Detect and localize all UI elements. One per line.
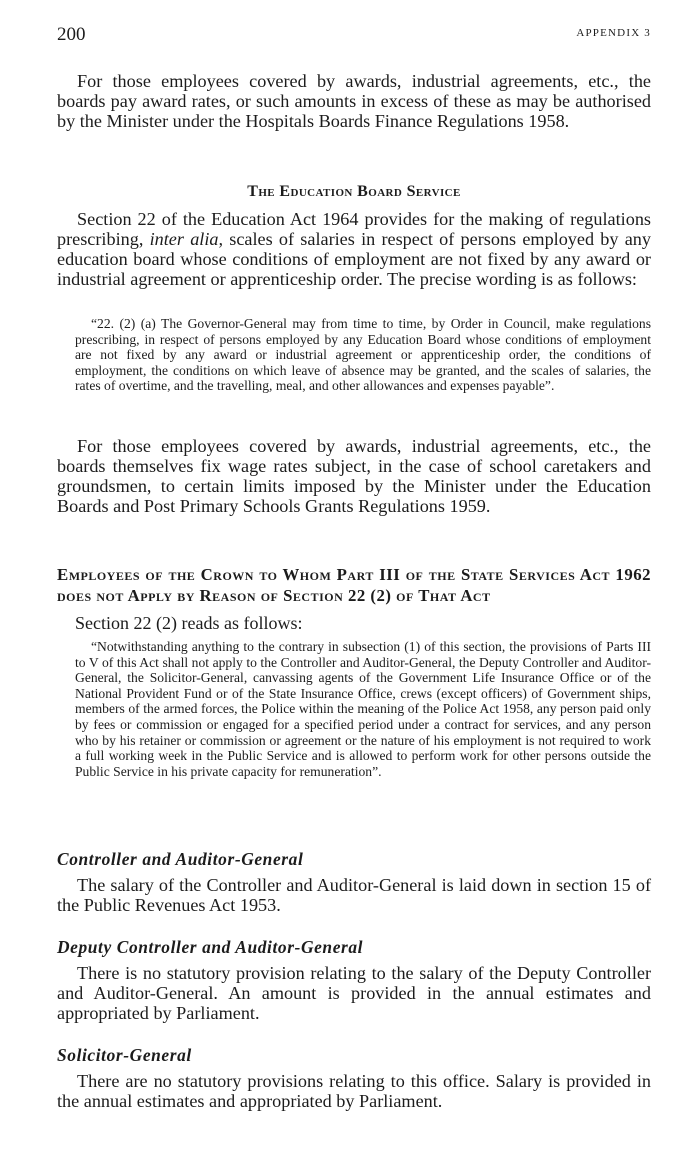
- section-22-lead-in: Section 22 (2) reads as follows:: [75, 613, 303, 633]
- running-head: [57, 20, 651, 50]
- solicitor-general-heading: Solicitor-General: [57, 1045, 192, 1065]
- deputy-controller-heading: Deputy Controller and Auditor-General: [57, 937, 364, 957]
- education-intro-italic: inter alia,: [149, 229, 224, 249]
- state-services-act-quote: “Notwithstanding anything to the contrary in subsection (1) of this section, the provisions of Parts III to V of this Act shall not apply to the Controller and Auditor-General, the Deputy Controller and Auditor-General, the Solicitor-General, canvassing agents of the Government Life Insurance Office or of the National Provident Fund or of the State Insurance Office, crews (except officers) of Government ships, members of the armed forces, the Police within the meaning of the Police Act 1958, any person paid only by fees or commission or engaged for a specified period under a contract for services, and any person who by his retainer or commission or agreement or the nature of his employment is not required to work a full working week in the Public Service and is allowed to perform work for other persons outside the Public Service in his private capacity for remuneration”.: [75, 639, 651, 779]
- deputy-controller-paragraph: There is no statutory provision relating to the salary of the Deputy Controller and Auditor-General. An amount is provided in the annual estimates and appropriated by Parliament.: [57, 963, 651, 1023]
- controller-heading: Controller and Auditor-General: [57, 849, 304, 869]
- education-intro-text-1: Section 22 of the Education Act 1964 provides for the making of regulations prescribing,: [57, 209, 651, 249]
- education-intro-text-2: scales of salaries in respect of persons employed by any education board whose conditions of employment are not fixed by any award or industrial agreement or apprenticeship order. The precise wording is as follows:: [57, 229, 651, 289]
- education-act-intro: [57, 209, 651, 289]
- solicitor-general-paragraph: There are no statutory provisions relating to this office. Salary is provided in the annual estimates and appropriated by Parliament.: [57, 1071, 651, 1111]
- controller-paragraph: The salary of the Controller and Auditor-General is laid down in section 15 of the Public Revenues Act 1953.: [57, 875, 651, 915]
- education-act-quote: “22. (2) (a) The Governor-General may from time to time, by Order in Council, make regulations prescribing, in respect of persons employed by any Education Board whose conditions of employment are not fixed by any award or industrial agreement or apprenticeship order, the conditions of employment, the conditions on which leave of absence may be granted, and the scales of salaries, the rates of overtime, and the travelling, meal, and other allowances and expenses payable”.: [75, 316, 651, 394]
- page-number: 200: [57, 24, 86, 45]
- crown-employees-heading: Employees of the Crown to Whom Part III of the State Services Act 1962 does not Apply by Reason of Section 22 (2) of That Act: [57, 565, 651, 605]
- hospital-boards-paragraph: For those employees covered by awards, industrial agreements, etc., the boards pay award rates, or such amounts in excess of these as may be authorised by the Minister under the Hospitals Boards Finance Regulations 1958.: [57, 71, 651, 131]
- appendix-label: APPENDIX 3: [576, 27, 651, 39]
- education-board-heading: The Education Board Service: [247, 183, 461, 200]
- education-board-paragraph: For those employees covered by awards, industrial agreements, etc., the boards themselves fix wage rates subject, in the case of school caretakers and groundsmen, to certain limits imposed by the Minister under the Education Boards and Post Primary Schools Grants Regulations 1959.: [57, 436, 651, 516]
